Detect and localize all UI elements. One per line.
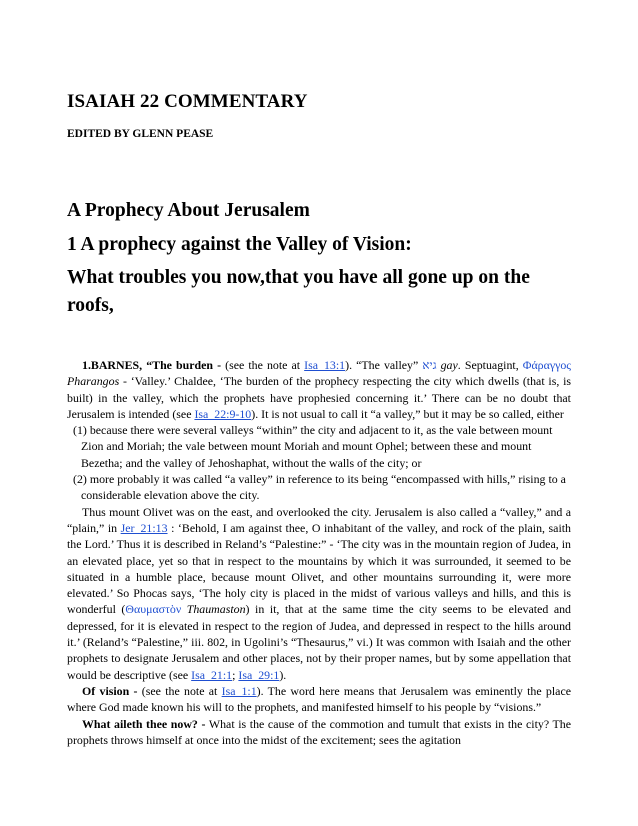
verse-text-heading: What troubles you now,that you have all gone up on the roofs, [67,267,530,316]
text-run: Thus mount Olivet was on the east, and overlooked the city. Jerusalem is also called a “valley,” and a “plain,” in [67,504,571,535]
commentary-paragraph [67,683,571,716]
commentary-body [67,357,571,748]
list-item: (2) more probably it was called “a valley” in reference to its being “encompassed with hills,” rising to a considerable elevation above the city. [73,472,566,503]
greek-word: Φάραγγος [522,358,571,372]
list-item: (1) because there were several valleys “within” the city and adjacent to it, as the vale between mount Zion and Moriah; the vale between mount Moriah and mount Ophel; between these and mount Bezetha; and the valley of Jehoshaphat, without the walls of the city; or [73,423,553,470]
text-run: ). The word here means that Jerusalem was eminently the place where God made known his will to the prophets, and manifested himself to his people by “visions.” [67,683,572,715]
scripture-link[interactable]: Isa_13:1 [304,358,346,372]
scripture-link[interactable]: Isa_1:1 [221,683,257,698]
text-run: ). It is not usual to call it “a valley,” but it may be so called, either [251,406,564,421]
text-run: ). [279,667,287,682]
phrase-label: What aileth thee now? - [82,716,206,731]
transliteration: gay [436,358,458,372]
document-title: ISAIAH 22 COMMENTARY [67,91,308,112]
section-heading: A Prophecy About Jerusalem [67,200,310,221]
text-run: - ‘Valley.’ Chaldee, ‘The burden of the prophecy respecting the city which dwells (that is, is built) in the valley, which the prophets have prophesied concerning it.’ There can be no doubt that Jerusalem is intended (see [67,374,571,421]
scripture-link[interactable]: Isa_29:1 [238,667,280,682]
transliteration: Thaumaston [181,602,246,617]
scripture-link[interactable]: Jer_21:13 [120,520,168,535]
commentary-paragraph [67,504,571,683]
phrase-label: Of vision - [82,683,138,698]
text-run: ). “The valley” [345,358,423,372]
editor-credit: EDITED BY GLENN PEASE [67,128,214,140]
scripture-link[interactable]: Isa_21:1 [191,667,233,682]
hebrew-word: גיא [422,358,437,372]
text-run: (see the note at [221,358,305,372]
commentary-paragraph [67,357,571,422]
transliteration: Pharangos [67,374,120,389]
text-run: : ‘Behold, I am against thee, O inhabitant of the valley, and rock of the plain, saith the Lord.’ Thus it is described in Reland’s “Palestine:” - ‘The city was in the mountain region of Judea, in an elevated place, yet so that in respect to the mountains by which it was surrounded, it seemed to be situated in a humble place, because mount Olivet, and other mountains surrounding it, were more elevated.’ So Phocas says, ‘The holy city is placed in the midst of various valleys and hills, and this is wonderful ( [67,520,571,617]
text-run: . Septuagint, [457,358,523,372]
text-run: ; [232,667,239,682]
verse-heading: 1 A prophecy against the Valley of Vision: [67,234,412,255]
text-run: ) in it, that at the same time the city seems to be elevated and depressed, for it is elevated in respect to the region of Judea, and depressed in respect to the hills around it.’ (Reland’s “Palestine,” iii. 802, in Ugolini’s “Thesaurus,” vi.) It was common with Isaiah and the other prophets to designate Jerusalem and other places, not by their proper names, but by some appellation that would be descriptive (see [67,602,571,682]
greek-word: Θαυμαστὸν [125,602,182,617]
text-run: What is the cause of the commotion and tumult that exists in the city? The prophets throws himself at once into the midst of the excitement; sees the agitation [67,716,571,747]
scripture-link[interactable]: Isa_22:9-10 [194,406,252,421]
commentary-paragraph [67,716,571,749]
text-run: (see the note at [137,683,222,698]
commentary-source-label: 1.BARNES, “The burden - [82,358,222,372]
